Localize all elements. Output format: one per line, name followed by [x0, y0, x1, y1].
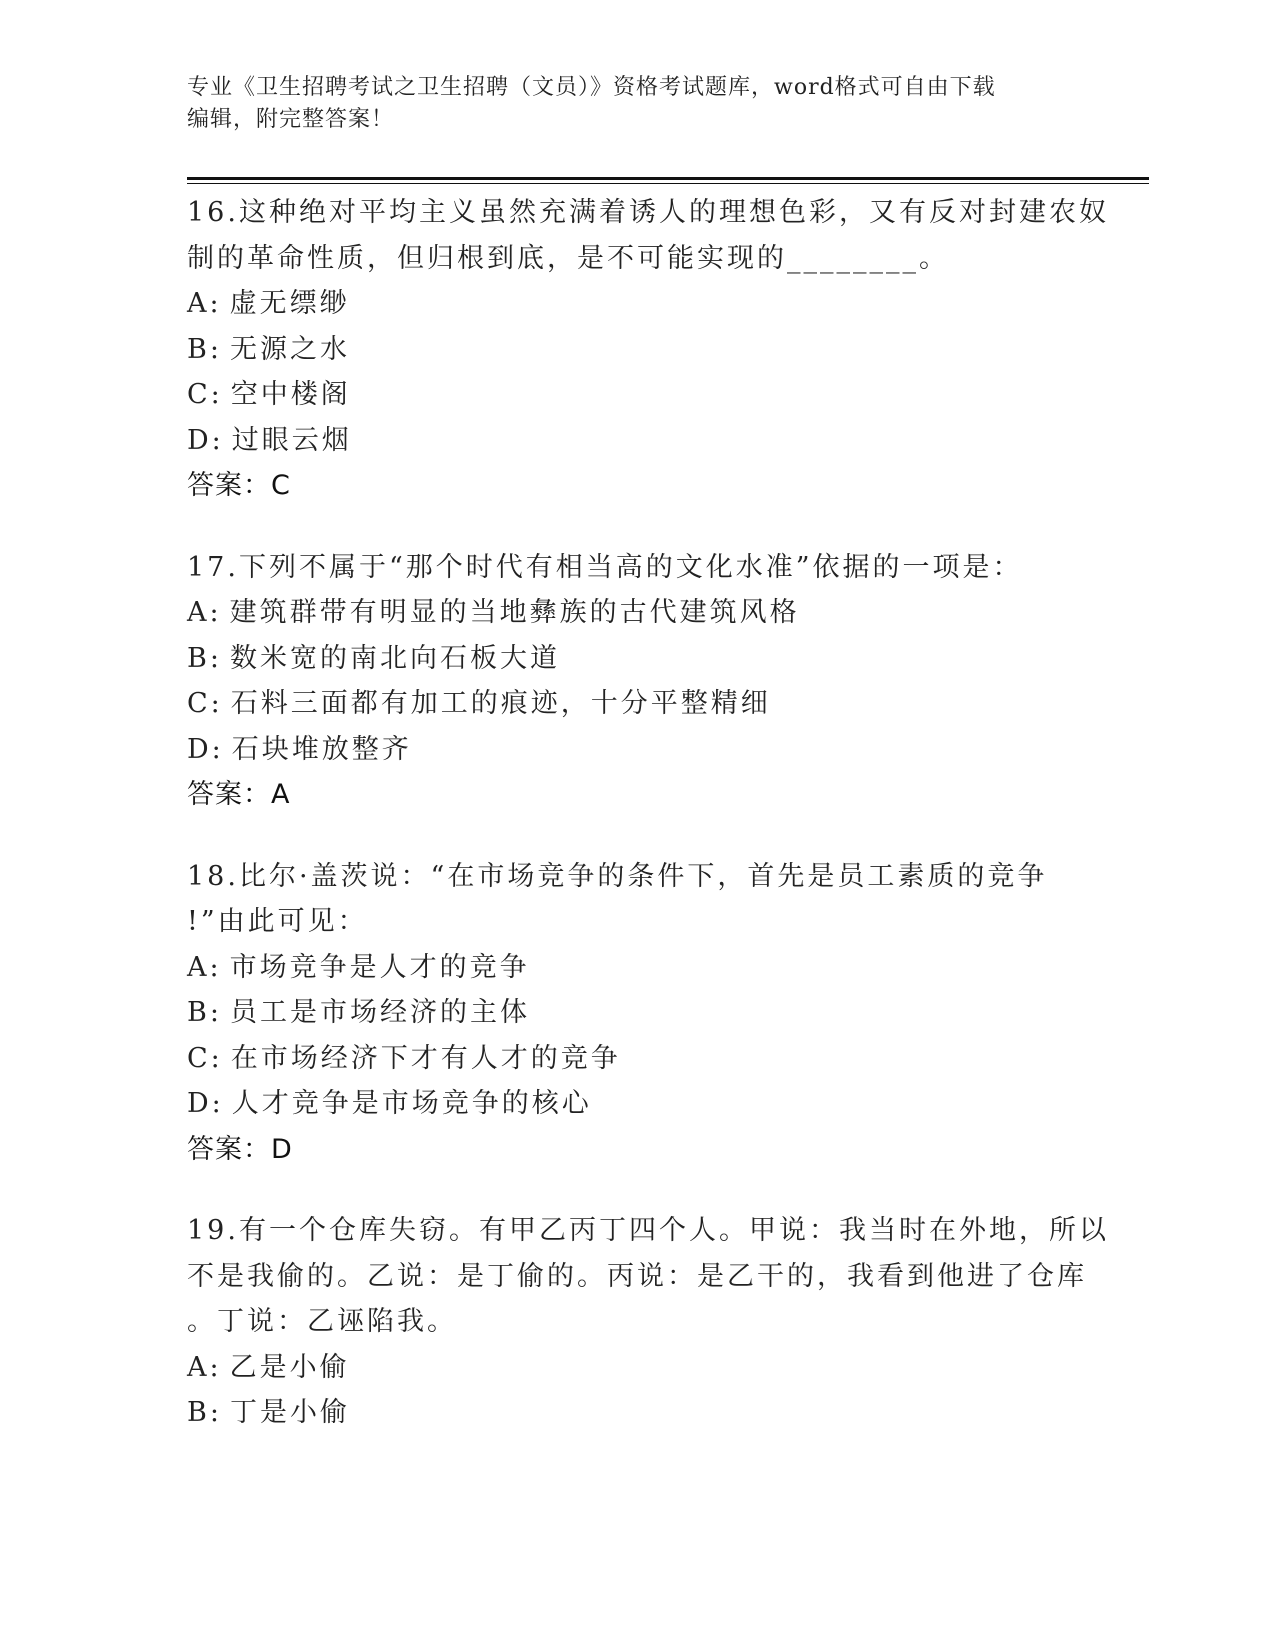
option-text: 过眼云烟: [231, 424, 352, 456]
header-line-1: 专业《卫生招聘考试之卫生招聘（文员）》资格考试题库，word格式可自由下载: [187, 75, 996, 100]
header-rule-thin: [187, 183, 1149, 184]
option-label: C:: [187, 688, 223, 719]
question-stem-line: !”由此可见：: [187, 906, 368, 937]
answer-line: 答案：C: [187, 470, 291, 501]
option-d: [187, 727, 1087, 773]
option-c: [187, 372, 1087, 418]
option-text: 虚无缥缈: [229, 288, 350, 319]
question-17: [187, 545, 1087, 818]
option-text: 石料三面都有加工的痕迹，十分平整精细: [230, 688, 771, 719]
option-a: [187, 945, 1087, 991]
document-header: [187, 72, 1087, 136]
option-text: 丁是小偷: [229, 1397, 350, 1428]
option-b: [187, 1390, 1087, 1436]
option-text: 空中楼阁: [230, 379, 351, 410]
question-stem-line: 16.这种绝对平均主义虽然充满着诱人的理想色彩，又有反对封建农奴: [187, 197, 1109, 228]
question-stem-line: 。丁说：乙诬陷我。: [187, 1306, 457, 1337]
question-stem-line: 19.有一个仓库失窃。有甲乙丙丁四个人。甲说：我当时在外地，所以: [187, 1215, 1109, 1246]
option-text: 石块堆放整齐: [231, 733, 412, 765]
question-stem-line: 18.比尔·盖茨说：“在市场竞争的条件下，首先是员工素质的竞争: [187, 860, 1048, 892]
option-label: B:: [187, 642, 222, 674]
option-label: C:: [187, 1042, 223, 1074]
option-text: 无源之水: [229, 333, 350, 365]
option-b: [187, 990, 1087, 1036]
option-c: [187, 681, 1087, 727]
header-rule-thick: [187, 177, 1149, 180]
question-list: [187, 190, 1109, 1472]
option-a: [187, 590, 1087, 636]
option-label: A:: [187, 597, 222, 628]
question-19: [187, 1208, 1109, 1436]
option-label: D:: [187, 424, 224, 456]
option-text: 数米宽的南北向石板大道: [229, 642, 560, 674]
option-a: [187, 1345, 1087, 1391]
option-b: [187, 327, 1087, 373]
option-label: C:: [187, 379, 223, 410]
header-line-2: 编辑，附完整答案！: [187, 107, 395, 132]
option-text: 建筑群带有明显的当地彝族的古代建筑风格: [229, 597, 800, 628]
option-label: B:: [187, 333, 222, 365]
option-label: A:: [187, 951, 222, 983]
option-d: [187, 1081, 1087, 1127]
answer-line: 答案：A: [187, 779, 291, 810]
option-label: D:: [187, 733, 224, 765]
option-a: [187, 281, 1087, 327]
option-label: B:: [187, 997, 222, 1028]
option-b: [187, 636, 1087, 682]
option-c: [187, 1036, 1087, 1082]
option-d: [187, 418, 1087, 464]
option-text: 市场竞争是人才的竞争: [229, 951, 530, 983]
option-text: 员工是市场经济的主体: [229, 997, 530, 1028]
question-stem-line: 不是我偷的。乙说：是丁偷的。丙说：是乙干的，我看到他进了仓库: [187, 1260, 1087, 1292]
question-stem-line: 制的革命性质，但归根到底，是不可能实现的________。: [187, 242, 949, 274]
option-text: 乙是小偷: [229, 1351, 350, 1383]
option-label: A:: [187, 288, 222, 319]
option-text: 在市场经济下才有人才的竞争: [230, 1042, 621, 1074]
option-label: A:: [187, 1351, 222, 1383]
answer-line: 答案：D: [187, 1133, 293, 1165]
question-stem-line: 17.下列不属于“那个时代有相当高的文化水准”依据的一项是：: [187, 551, 1023, 583]
question-18: [187, 854, 1087, 1173]
option-label: D:: [187, 1088, 224, 1119]
option-label: B:: [187, 1397, 222, 1428]
question-16: [187, 190, 1109, 509]
option-text: 人才竞争是市场竞争的核心: [231, 1088, 592, 1119]
